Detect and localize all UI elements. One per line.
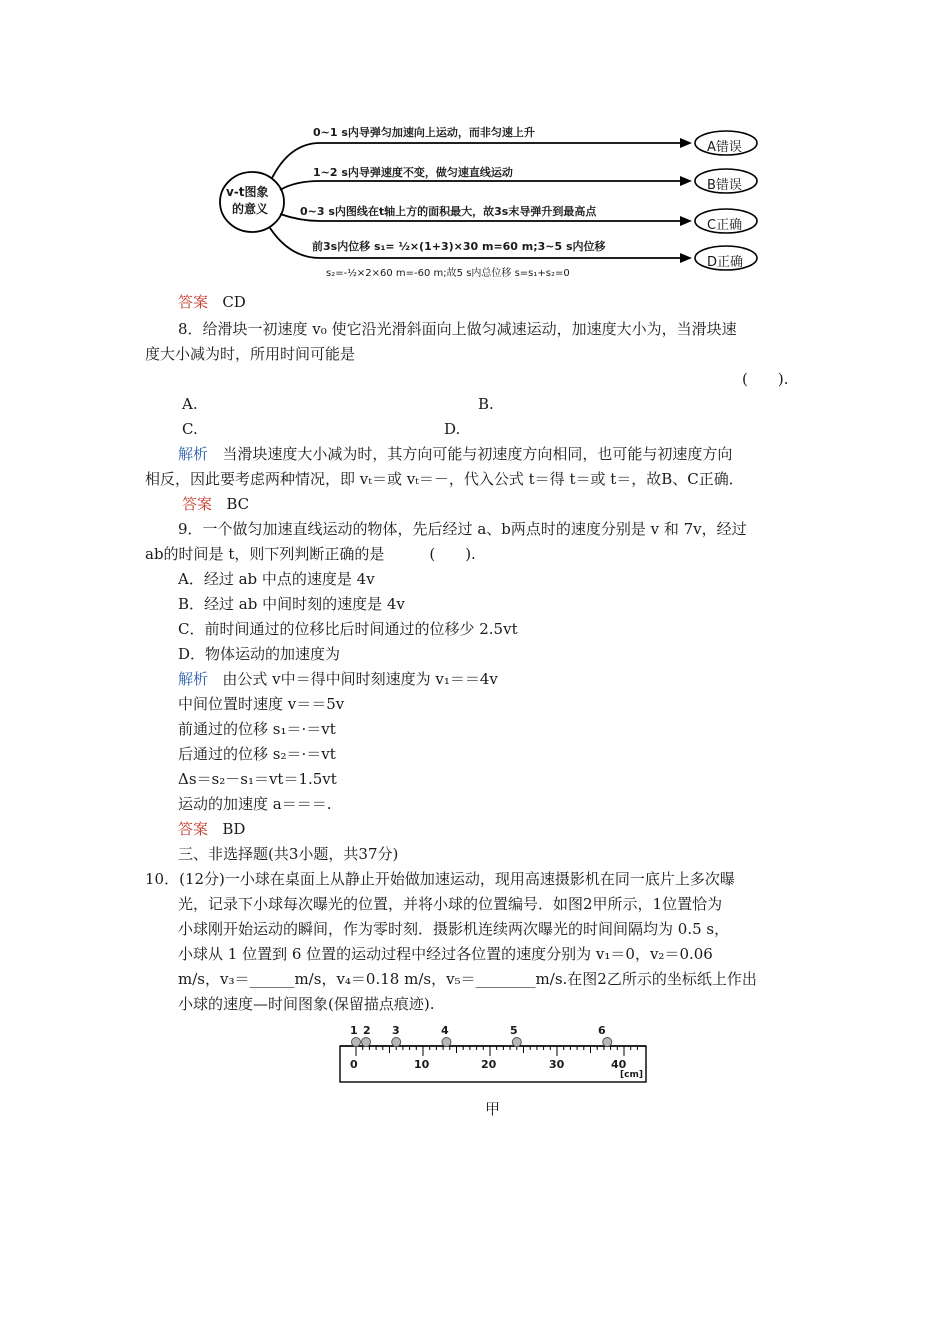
ball-6 bbox=[603, 1038, 612, 1047]
q8-analysis-line2: 相反，因此要考虑两种情况，即 vₜ＝或 vₜ＝－，代入公式 t＝得 t＝或 t＝，故B、C正确． bbox=[145, 470, 744, 488]
q9-analysis-line5: Δs＝s₂－s₁＝vt＝1.5vt bbox=[178, 770, 337, 788]
q7-answer bbox=[178, 291, 246, 313]
answer-label: 答案 bbox=[178, 820, 209, 838]
q10-line4: 小球从 1 位置到 6 位置的运动过程中经过各位置的速度分别为 v₁＝0，v₂＝0.06 bbox=[178, 945, 713, 963]
ball-4 bbox=[442, 1038, 451, 1047]
ruler-balls bbox=[352, 1038, 612, 1047]
result-a: A错误 bbox=[707, 140, 742, 155]
q10-line1: 10．(12分)一小球在桌面上从静止开始做加速运动，现用高速摄影机在同一底片上多次曝 bbox=[145, 870, 735, 888]
q9-answer bbox=[178, 818, 245, 840]
q10-line2: 光，记录下小球每次曝光的位置，并将小球的位置编号．如图2甲所示，1位置恰为 bbox=[178, 895, 723, 913]
ball-2 bbox=[362, 1038, 371, 1047]
branch-text-5: s₂=-½×2×60 m=-60 m;故5 s内总位移 s=s₁+s₂=0 bbox=[326, 268, 570, 279]
q8-option-a: A. bbox=[182, 395, 198, 413]
tick-label-20: 20 bbox=[481, 1058, 497, 1071]
result-d: D正确 bbox=[707, 255, 744, 270]
answer-value: CD bbox=[222, 293, 246, 311]
branch-text-2: 1~2 s内导弹速度不变，做匀速直线运动 bbox=[313, 166, 513, 179]
tick-label-10: 10 bbox=[414, 1058, 430, 1071]
q8-line1: 8．给滑块一初速度 v₀ 使它沿光滑斜面向上做匀减速运动，加速度大小为，当滑块速 bbox=[178, 320, 737, 338]
analysis-label: 解析 bbox=[178, 445, 209, 463]
q8-answer bbox=[182, 493, 249, 515]
answer-label: 答案 bbox=[182, 495, 213, 513]
arrowhead-1 bbox=[680, 138, 692, 148]
q8-bracket: ( ). bbox=[742, 370, 789, 388]
analysis-label: 解析 bbox=[178, 670, 209, 688]
q9-analysis-line1 bbox=[178, 668, 498, 690]
answer-value: BD bbox=[222, 820, 246, 838]
tick-label-0: 0 bbox=[350, 1058, 358, 1071]
q8-line2: 度大小减为时，所用时间可能是 bbox=[145, 345, 356, 363]
answer-label: 答案 bbox=[178, 293, 209, 311]
figure-caption: 甲 bbox=[485, 1100, 501, 1118]
q9-option-b: B．经过 ab 中间时刻的速度是 4v bbox=[178, 595, 405, 613]
branch-text-3: 0~3 s内图线在t轴上方的面积最大，故3s末导弹升到最高点 bbox=[300, 205, 597, 218]
q9-analysis-line3: 前通过的位移 s₁＝·＝vt bbox=[178, 720, 336, 738]
q9-option-d: D．物体运动的加速度为 bbox=[178, 645, 341, 663]
branch-line-2 bbox=[280, 181, 680, 190]
branch-text-1: 0~1 s内导弹匀加速向上运动，而非匀速上升 bbox=[313, 126, 535, 139]
q10-line6: 小球的速度—时间图象(保留描点痕迹). bbox=[178, 995, 435, 1013]
ball-label-1: 1 bbox=[350, 1024, 358, 1037]
section-heading: 三、非选择题(共3小题，共37分) bbox=[178, 845, 399, 863]
arrowhead-4 bbox=[680, 253, 692, 263]
analysis-text: 当滑块速度大小减为时，其方向可能与初速度方向相同，也可能与初速度方向 bbox=[222, 445, 733, 463]
q10-line3: 小球刚开始运动的瞬间，作为零时刻．摄影机连续两次曝光的时间间隔均为 0.5 s， bbox=[178, 920, 730, 938]
arrowhead-3 bbox=[680, 216, 692, 226]
q9-option-a: A．经过 ab 中点的速度是 4v bbox=[178, 570, 375, 588]
ball-label-4: 4 bbox=[441, 1024, 449, 1037]
q9-line1: 9．一个做匀加速直线运动的物体，先后经过 a、b两点时的速度分别是 v 和 7v，经过 bbox=[178, 520, 747, 538]
analysis-text: 由公式 v中＝得中间时刻速度为 v₁＝＝4v bbox=[222, 670, 498, 688]
ball-label-2: 2 bbox=[363, 1024, 371, 1037]
q8-analysis-line1 bbox=[178, 443, 732, 465]
q9-analysis-line4: 后通过的位移 s₂＝·＝vt bbox=[178, 745, 336, 763]
center-label-line1: v-t图象 bbox=[226, 185, 269, 199]
q10-line5: m/s，v₃＝______m/s，v₄＝0.18 m/s，v₅＝________m/s.在图2乙所示的坐标纸上作出 bbox=[178, 970, 757, 988]
tick-label-40: 40 bbox=[611, 1058, 627, 1071]
arrowhead-2 bbox=[680, 176, 692, 186]
q9-line2: ab的时间是 t，则下列判断正确的是 ( ). bbox=[145, 545, 476, 563]
ball-label-3: 3 bbox=[392, 1024, 400, 1037]
tick-label-30: 30 bbox=[549, 1058, 565, 1071]
ball-label-6: 6 bbox=[598, 1024, 606, 1037]
q8-option-b: B. bbox=[478, 395, 494, 413]
center-label-line2: 的意义 bbox=[232, 202, 269, 216]
ball-5 bbox=[512, 1038, 521, 1047]
q9-option-c: C．前时间通过的位移比后时间通过的位移少 2.5vt bbox=[178, 620, 518, 638]
result-b: B错误 bbox=[707, 178, 742, 193]
branch-text-4: 前3s内位移 s₁= ½×(1+3)×30 m=60 m;3~5 s内位移 bbox=[312, 240, 606, 253]
q8-option-d: D. bbox=[444, 420, 461, 438]
ball-label-5: 5 bbox=[510, 1024, 518, 1037]
answer-value: BC bbox=[226, 495, 250, 513]
q9-analysis-line2: 中间位置时速度 v＝＝5v bbox=[178, 695, 345, 713]
result-c: C正确 bbox=[707, 218, 743, 233]
q9-analysis-line6: 运动的加速度 a＝＝＝. bbox=[178, 795, 332, 813]
ball-1 bbox=[352, 1038, 361, 1047]
ruler-unit: [cm] bbox=[620, 1070, 643, 1080]
q8-option-c: C. bbox=[182, 420, 198, 438]
ball-3 bbox=[392, 1038, 401, 1047]
